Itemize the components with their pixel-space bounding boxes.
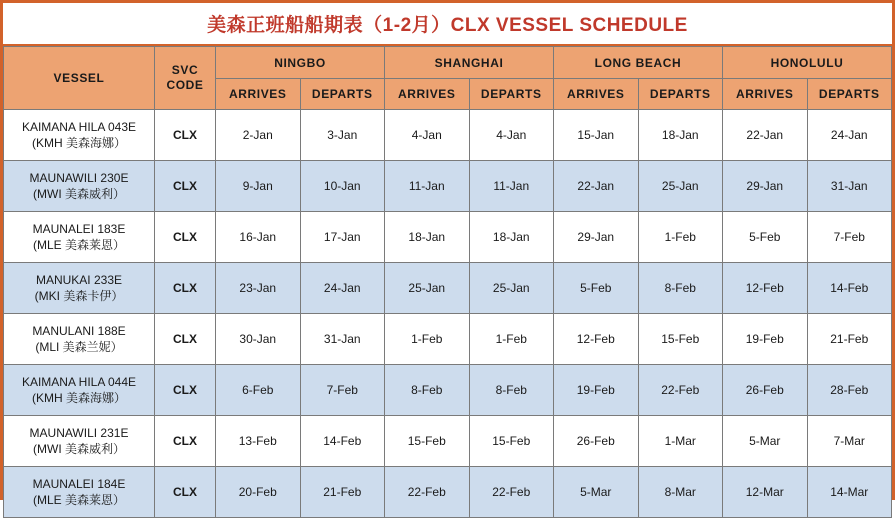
schedule-date-cell: 8-Feb <box>638 263 723 314</box>
schedule-date-cell: 4-Jan <box>469 110 554 161</box>
vessel-name-cell <box>4 263 155 314</box>
schedule-date-cell: 11-Jan <box>469 161 554 212</box>
page-title: 美森正班船船期表（1-2月）CLX VESSEL SCHEDULE <box>207 15 688 36</box>
schedule-date-cell: 22-Feb <box>638 365 723 416</box>
schedule-date-cell: 15-Feb <box>469 416 554 467</box>
schedule-date-cell: 21-Feb <box>807 314 892 365</box>
schedule-date-cell: 22-Jan <box>554 161 639 212</box>
vessel-name-en: MAUNALEI 184E <box>32 476 126 491</box>
vessel-name-cell <box>4 212 155 263</box>
schedule-date-cell: 31-Jan <box>807 161 892 212</box>
vessel-name-cn: (MLI 美森兰妮） <box>35 340 123 354</box>
schedule-date-cell: 14-Feb <box>300 416 385 467</box>
column-header-ningbo-departs: DEPARTS <box>300 79 385 110</box>
schedule-date-cell: 5-Mar <box>723 416 808 467</box>
schedule-date-cell: 26-Feb <box>554 416 639 467</box>
schedule-date-cell: 18-Jan <box>638 110 723 161</box>
schedule-date-cell: 15-Jan <box>554 110 639 161</box>
vessel-name-cn: (MWI 美森威利） <box>33 187 125 201</box>
vessel-name-cn: (MLE 美森莱恩） <box>32 493 125 507</box>
vessel-name-cn: (MKI 美森卡伊） <box>34 289 124 303</box>
schedule-date-cell: 16-Jan <box>216 212 301 263</box>
schedule-date-cell: 4-Jan <box>385 110 470 161</box>
schedule-date-cell: 31-Jan <box>300 314 385 365</box>
svc-code-cell: CLX <box>155 161 216 212</box>
table-row <box>4 212 892 263</box>
vessel-name-cn: (KMH 美森海娜） <box>32 136 126 150</box>
schedule-date-cell: 5-Feb <box>723 212 808 263</box>
vessel-name-cell <box>4 467 155 518</box>
schedule-date-cell: 22-Jan <box>723 110 808 161</box>
schedule-date-cell: 6-Feb <box>216 365 301 416</box>
schedule-date-cell: 21-Feb <box>300 467 385 518</box>
vessel-name-en: MAUNAWILI 230E <box>29 170 129 185</box>
schedule-date-cell: 8-Feb <box>469 365 554 416</box>
schedule-date-cell: 8-Feb <box>385 365 470 416</box>
table-row <box>4 365 892 416</box>
table-header <box>4 47 892 110</box>
schedule-date-cell: 9-Jan <box>216 161 301 212</box>
svc-code-line2: CODE <box>166 78 204 92</box>
svc-code-cell: CLX <box>155 212 216 263</box>
column-header-shanghai-arrives: ARRIVES <box>385 79 470 110</box>
vessel-name-cn: (KMH 美森海娜） <box>32 391 126 405</box>
schedule-date-cell: 14-Mar <box>807 467 892 518</box>
column-header-long-beach-arrives: ARRIVES <box>554 79 639 110</box>
column-header-honolulu-arrives: ARRIVES <box>723 79 808 110</box>
schedule-date-cell: 15-Feb <box>385 416 470 467</box>
schedule-date-cell: 7-Feb <box>807 212 892 263</box>
schedule-date-cell: 23-Jan <box>216 263 301 314</box>
schedule-date-cell: 22-Feb <box>385 467 470 518</box>
column-header-ningbo-arrives: ARRIVES <box>216 79 301 110</box>
vessel-name-cell <box>4 110 155 161</box>
vessel-name-cell <box>4 161 155 212</box>
schedule-date-cell: 2-Jan <box>216 110 301 161</box>
svc-code-cell: CLX <box>155 365 216 416</box>
schedule-date-cell: 14-Feb <box>807 263 892 314</box>
schedule-date-cell: 24-Jan <box>300 263 385 314</box>
schedule-date-cell: 1-Feb <box>469 314 554 365</box>
schedule-date-cell: 25-Jan <box>638 161 723 212</box>
vessel-schedule-table <box>3 46 892 518</box>
vessel-name-en: KAIMANA HILA 044E <box>21 374 137 389</box>
schedule-date-cell: 1-Feb <box>638 212 723 263</box>
vessel-name-cell <box>4 314 155 365</box>
svc-code-cell: CLX <box>155 467 216 518</box>
table-row <box>4 416 892 467</box>
table-body <box>4 110 892 518</box>
schedule-date-cell: 5-Mar <box>554 467 639 518</box>
table-row <box>4 161 892 212</box>
svc-code-cell: CLX <box>155 416 216 467</box>
column-header-svc-code <box>155 47 216 110</box>
table-row <box>4 263 892 314</box>
schedule-date-cell: 1-Mar <box>638 416 723 467</box>
schedule-date-cell: 22-Feb <box>469 467 554 518</box>
column-header-shanghai-departs: DEPARTS <box>469 79 554 110</box>
svc-code-cell: CLX <box>155 110 216 161</box>
schedule-date-cell: 26-Feb <box>723 365 808 416</box>
vessel-name-cn: (MLE 美森莱恩） <box>32 238 125 252</box>
schedule-date-cell: 12-Feb <box>554 314 639 365</box>
document-title-bar <box>3 3 892 46</box>
column-header-port-shanghai: SHANGHAI <box>385 47 554 79</box>
schedule-date-cell: 18-Jan <box>385 212 470 263</box>
schedule-date-cell: 18-Jan <box>469 212 554 263</box>
vessel-name-en: KAIMANA HILA 043E <box>21 119 137 134</box>
schedule-date-cell: 24-Jan <box>807 110 892 161</box>
column-header-vessel: VESSEL <box>4 47 155 110</box>
table-row <box>4 314 892 365</box>
schedule-date-cell: 30-Jan <box>216 314 301 365</box>
svc-code-cell: CLX <box>155 263 216 314</box>
schedule-date-cell: 8-Mar <box>638 467 723 518</box>
schedule-date-cell: 29-Jan <box>554 212 639 263</box>
column-header-port-honolulu: HONOLULU <box>723 47 892 79</box>
column-header-honolulu-departs: DEPARTS <box>807 79 892 110</box>
column-header-long-beach-departs: DEPARTS <box>638 79 723 110</box>
vessel-name-en: MANULANI 188E <box>32 323 126 338</box>
schedule-date-cell: 15-Feb <box>638 314 723 365</box>
schedule-date-cell: 3-Jan <box>300 110 385 161</box>
vessel-name-cell <box>4 365 155 416</box>
column-header-port-long-beach: LONG BEACH <box>554 47 723 79</box>
vessel-name-en: MAUNAWILI 231E <box>29 425 129 440</box>
schedule-date-cell: 20-Feb <box>216 467 301 518</box>
schedule-date-cell: 28-Feb <box>807 365 892 416</box>
svc-code-line1: SVC <box>171 63 199 77</box>
schedule-date-cell: 29-Jan <box>723 161 808 212</box>
vessel-name-en: MANUKAI 233E <box>35 272 123 287</box>
table-row <box>4 467 892 518</box>
vessel-name-cell <box>4 416 155 467</box>
schedule-date-cell: 17-Jan <box>300 212 385 263</box>
schedule-date-cell: 7-Mar <box>807 416 892 467</box>
schedule-date-cell: 1-Feb <box>385 314 470 365</box>
vessel-name-en: MAUNALEI 183E <box>32 221 126 236</box>
schedule-date-cell: 12-Mar <box>723 467 808 518</box>
schedule-date-cell: 19-Feb <box>554 365 639 416</box>
svc-code-cell: CLX <box>155 314 216 365</box>
schedule-date-cell: 13-Feb <box>216 416 301 467</box>
schedule-date-cell: 25-Jan <box>385 263 470 314</box>
schedule-date-cell: 19-Feb <box>723 314 808 365</box>
vessel-name-cn: (MWI 美森威利） <box>33 442 125 456</box>
schedule-date-cell: 5-Feb <box>554 263 639 314</box>
schedule-date-cell: 10-Jan <box>300 161 385 212</box>
header-row-ports <box>4 47 892 79</box>
column-header-port-ningbo: NINGBO <box>216 47 385 79</box>
schedule-date-cell: 7-Feb <box>300 365 385 416</box>
schedule-date-cell: 12-Feb <box>723 263 808 314</box>
schedule-date-cell: 25-Jan <box>469 263 554 314</box>
schedule-date-cell: 11-Jan <box>385 161 470 212</box>
table-row <box>4 110 892 161</box>
